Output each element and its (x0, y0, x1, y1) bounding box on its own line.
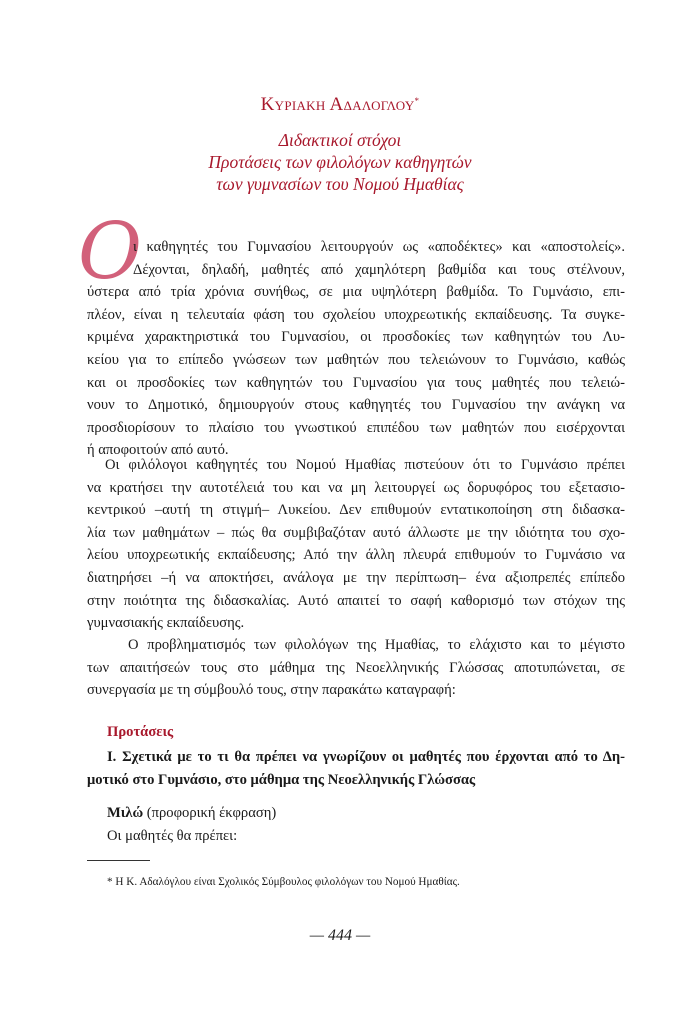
text-line: διατηρήσει –ή να αποκτήσει, ανάλογα με την περίπτωση– ένα αξιοπρεπές επίπεδο (87, 570, 625, 586)
author-text: Κυριακη Αδαλογλου (260, 94, 415, 115)
skill-label: Μιλώ (107, 805, 144, 821)
subsection-heading-line-1: Ι. Σχετικά με το τι θα πρέπει να γνωρίζουν οι μαθητές που έρχονται από το Δη- (107, 749, 625, 765)
skill-desc: (προφορική έκφραση) (143, 805, 277, 821)
text-line: πλέον, είναι η τελευταία φάση του σχολείου υποχρεωτικής εκπαίδευσης. Τα συγκε- (87, 306, 625, 323)
footnote: * Η Κ. Αδαλόγλου είναι Σχολικός Σύμβουλος φιλολόγων του Νομού Ημαθίας. (107, 876, 460, 888)
students-should: Οι μαθητές θα πρέπει: (107, 828, 238, 844)
page-number: — 444 — (309, 927, 371, 944)
text-line: των απαιτήσεών τους στο μάθημα της Νεοελληνικής Γλώσσας αποτυπώνεται, σε (87, 659, 625, 676)
text-line: Ο προβληματισμός των φιλολόγων της Ημαθίας, το ελάχιστο και το μέγιστο (128, 637, 625, 653)
text-line: Δέχονται, δηλαδή, μαθητές από χαμηλότερη βαθμίδα και τους στέλνουν, (133, 261, 625, 278)
text-line: νουν το Δημοτικό, δημιουργούν στους καθηγητές του Γυμνασίου την ανάγκη να (87, 397, 625, 414)
text-line: κριμένα χαρακτηριστικά του Γυμνασίου, οι προσδοκίες των καθηγητών του Λυ- (87, 329, 625, 346)
author-name (0, 94, 680, 116)
text-line: γυμνασιακής εκπαίδευσης. (87, 615, 245, 632)
text-line: ή αποφοιτούν από αυτό. (87, 442, 229, 459)
article-title-line-1: Διδακτικοί στόχοι (278, 130, 402, 150)
footnote-divider (87, 860, 150, 861)
text-line: στην ποιότητα της διδασκαλίας. Αυτό απαιτεί το σαφή καθορισμό των στόχων της (87, 592, 625, 609)
text-line: κείου για το επίπεδο γνώσεων των μαθητών που τελειώνουν το Γυμνάσιο, καθώς (87, 352, 625, 368)
footnote-marker: * (414, 96, 420, 106)
article-title-line-2: Προτάσεις των φιλολόγων καθηγητών (208, 152, 472, 172)
text-line: λία των μαθημάτων – πώς θα συμβιβαζόταν αυτό άλλωστε με την ιδιότητα του σχο- (87, 524, 625, 541)
article-title-line-3: των γυμνασίων του Νομού Ημαθίας (216, 174, 464, 194)
text-line: συνεργασία με τη σύμβουλό τους, στην παρακάτω καταγραφή: (87, 682, 456, 699)
text-line: κεντρικού –αυτή τη στιγμή– Λυκείου. Δεν επιθυμούν εντατικοποίηση στη διδασκα- (87, 502, 625, 519)
text-line: ύστερα από τρία χρόνια συνήθως, σε μια υψηλότερη βαθμίδα. Το Γυμνάσιο, επι- (87, 284, 625, 301)
drop-cap: Ο (78, 207, 142, 297)
text-line: λείου υποχρεωτικής εκπαίδευσης; Από την άλλη πλευρά επιθυμούν το Γυμνάσιο να (87, 547, 625, 564)
text-line: να κρατήσει την αυτοτέλειά του και να μη λειτουργεί ως δορυφόρος του εξετασιο- (87, 479, 625, 496)
section-heading: Προτάσεις (107, 724, 174, 740)
subsection-heading-line-2: μοτικό στο Γυμνάσιο, στο μάθημα της Νεοελληνικής Γλώσσας (87, 772, 476, 788)
skill-line (107, 803, 276, 823)
text-line: Οι φιλόλογοι καθηγητές του Νομού Ημαθίας πιστεύουν ότι το Γυμνάσιο πρέπει (105, 457, 625, 473)
text-line: ι καθηγητές του Γυμνασίου λειτουργούν ως «αποδέκτες» και «αποστολείς». (133, 239, 625, 255)
text-line: και οι προσδοκίες των καθηγητών του Γυμνασίου για τους μαθητές που τελειώ- (87, 374, 625, 391)
text-line: προσδιορίσουν το πλαίσιο του γνωστικού επιπέδου των μαθητών που εισέρχονται (87, 419, 625, 436)
